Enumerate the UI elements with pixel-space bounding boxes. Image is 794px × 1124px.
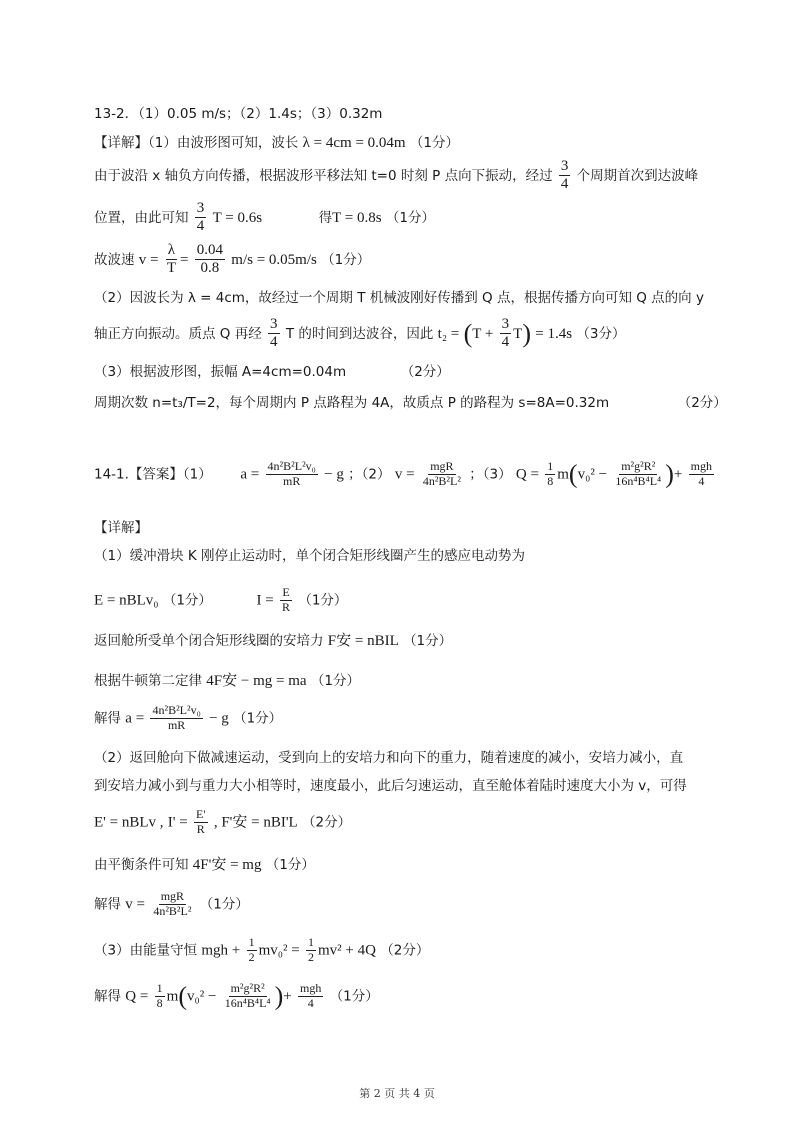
q13-part3: （3）根据波形图，振幅 A=4cm=0.04m （2分）	[94, 364, 450, 380]
q13-line2: 由于波沿 x 轴负方向传播，根据波形平移法知 t=0 时刻 P 点向下振动，经过 $\frac{3}{4}$ 个周期首次到达波峰	[94, 158, 699, 193]
q14-balance-line: 由平衡条件可知 4F'安 = mg （1分）	[94, 857, 315, 873]
answer-a-fraction: $\frac{\text{4n²B²L²v₀}}{mR}$	[267, 459, 316, 488]
detail-tag: 【详解】	[94, 135, 148, 151]
q14-solve-v: 解得 v = $\frac{\text{mgR}}{\text{4n²B²L²}}$ （1分）	[94, 889, 249, 918]
q14-detail-tag: 【详解】	[94, 520, 148, 536]
q13-part1: 【详解】（1）由波形图可知，波长 λ = 4cm = 0.04m （1分）	[94, 135, 459, 151]
q14-emf2-line: E' = nBLv , I' = $\frac{E'}{R}$ , F'安 = nBI'L （2分）	[94, 807, 352, 836]
q13-line8: 周期次数 n=t₃/T=2，每个周期内 P 点路程为 4A，故质点 P 的路程为 s=8A=0.32m （2分）	[94, 395, 727, 411]
q14-solve-q: 解得 Q = $\frac{1}{8}$ m(v₀² − $\frac{\text{m²g²R²}}{\text{16n⁴B⁴L⁴}}$ )+ $\frac{\text{mgh}}{4}$ （1分）	[94, 981, 379, 1011]
wavelength-formula: λ = 4cm = 0.04m	[302, 135, 406, 151]
q14-force-line: 返回舱所受单个闭合矩形线圈的安培力 F安 = nBIL （1分）	[94, 633, 453, 649]
q14-part2-cont: 到安培力减小到与重力大小相等时，速度最小，此后匀速运动，直至舱体着陆时速度大小为 v，可得	[94, 778, 687, 794]
q13-line3: 位置，由此可知 $\frac{3}{4}$ T = 0.6s 得T = 0.8s （1分）	[94, 200, 435, 235]
q14-solve-a: 解得 a = $\frac{\text{4n²B²L²v₀}}{mR}$ − g （1分）	[94, 703, 283, 732]
q13-part2: （2）因波长为 λ = 4cm，故经过一个周期 T 机械波刚好传播到 Q 点，根据传播方向可知 Q 点的向 y	[94, 290, 704, 306]
q13-line4: 故波速 v = $\frac{\lambda}{T}$ = $\frac{0.04}{0.8}$ m/s = 0.05m/s （1分）	[94, 242, 371, 277]
page-footer: 第 2 页 共 4 页	[359, 1087, 435, 1100]
q14-energy-line: （3）由能量守恒 mgh + $\frac{1}{2}$ mv₀² = $\frac{1}{2}$ mv² + 4Q （2分）	[94, 935, 430, 964]
q14-answer: 14-1.【答案】（1） a = $\frac{\text{4n²B²L²v₀}}{mR}$ − g ；（2） v = $\frac{\text{mgR}}{\text{4n²B²L²}}$ ；（3） Q = $\frac{1}{8}$ m(v₀² − $\frac{\text{m²g²R²}}{\text{16n⁴B⁴L⁴}}$ )+ $\frac{\text{mgh}}{4}$	[94, 459, 712, 489]
q14-emf-line: E = nBLv₀ （1分） I = $\frac{E}{R}$ （1分）	[94, 585, 348, 614]
answer-v-fraction: $\frac{\text{mgR}}{\text{4n²B²L²}}$	[422, 459, 461, 488]
q14-part2: （2）返回舱向下做减速运动，受到向上的安培力和向下的重力，随着速度的减小，安培力减小，直	[94, 750, 684, 766]
q13-answer: 13-2．（1）0.05 m/s；（2）1.4s；（3）0.32m	[94, 106, 383, 122]
q14-newton-line: 根据牛顿第二定律 4F安 − mg = ma （1分）	[94, 673, 360, 689]
fraction-3-4: $\frac{3}{4}$	[560, 158, 569, 193]
q14-part1: （1）缓冲滑块 K 刚停止运动时，单个闭合矩形线圈产生的感应电动势为	[94, 548, 526, 564]
q13-line6: 轴正方向振动。质点 Q 再经 $\frac{3}{4}$ T 的时间到达波谷，因此 t₂ = (T + $\frac{3}{4}$ T) = 1.4s （3分）	[94, 316, 626, 351]
